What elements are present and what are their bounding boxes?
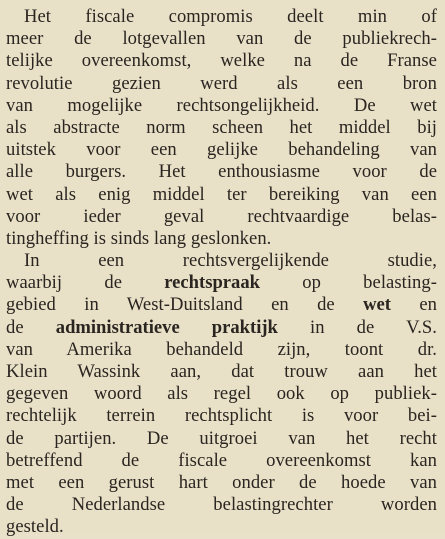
text-run: gebied in West-Duitsland en de: [6, 294, 364, 316]
paragraph-2: [6, 250, 437, 538]
text-line: gegeven woord als regel ook op publiek-: [6, 383, 437, 405]
text-line: als abstracte norm scheen het middel bij: [6, 116, 437, 138]
text-line: revolutie gezien werd als een bron: [6, 72, 437, 94]
text-line: met een gerust hart onder de hoede van: [6, 471, 437, 493]
text-line: van Amerika behandeld zijn, toont dr.: [6, 338, 437, 360]
text-run: de: [6, 316, 56, 338]
text-line: tingheffing is sinds lang geslonken.: [6, 227, 272, 249]
text-line: rechtelijk terrein rechtsplicht is voor bei-: [6, 405, 437, 427]
text-line: Klein Wassink aan, dat trouw aan het: [6, 361, 437, 382]
bold-term: administratieve praktijk: [55, 316, 278, 338]
text-line: voor ieder geval rechtvaardige belas-: [6, 205, 437, 227]
text-line: In een rechtsvergelijkende studie,: [24, 250, 437, 272]
text-run: waarbij de: [6, 272, 165, 294]
bold-term: rechtspraak: [164, 272, 260, 294]
bold-term: wet: [363, 294, 391, 316]
text-line: [6, 294, 437, 316]
text-line: [6, 317, 437, 339]
text-run: op belasting-: [259, 272, 437, 294]
text-line: [6, 272, 437, 294]
text-line: uitstek voor een gelijke behandeling van: [6, 139, 437, 161]
text-line: gesteld.: [6, 516, 64, 538]
text-line: wet als enig middel ter bereiking van een: [6, 183, 437, 205]
text-line: van mogelijke rechtsongelijkheid. De wet: [6, 94, 437, 116]
text-line: de Nederlandse belastingrechter worden: [6, 494, 437, 516]
text-line: meer de lotgevallen van de publiekrech-: [6, 28, 437, 50]
text-run: in de V.S.: [277, 316, 437, 338]
text-line: Het fiscale compromis deelt min of: [24, 6, 437, 27]
text-run: en: [390, 294, 437, 316]
text-line: alle burgers. Het enthousiasme voor de: [6, 161, 437, 183]
text-line: betreffend de fiscale overeenkomst kan: [6, 449, 437, 471]
text-line: telijke overeenkomst, welke na de Franse: [6, 50, 437, 72]
paragraph-1: [6, 6, 437, 250]
text-line: de partijen. De uitgroei van het recht: [6, 427, 437, 449]
